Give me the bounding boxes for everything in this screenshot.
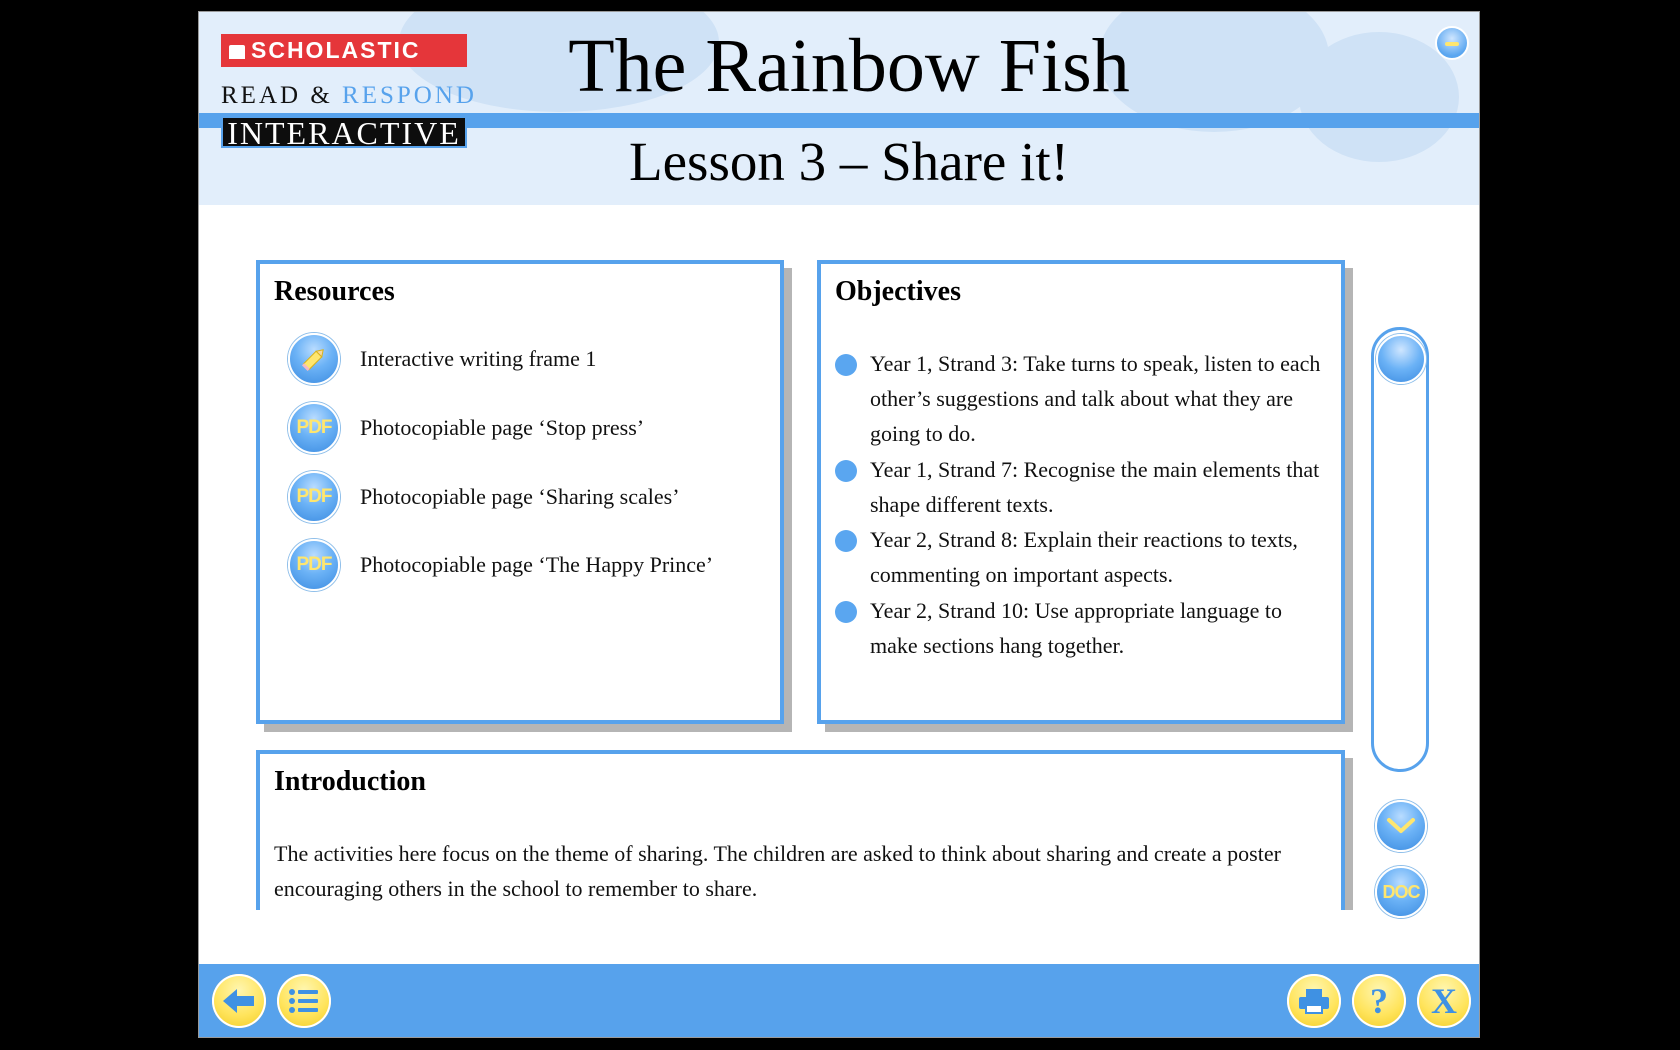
bullet-icon	[835, 530, 857, 552]
chevron-down-icon	[1386, 816, 1416, 836]
resource-item-stop-press[interactable]	[288, 401, 644, 455]
objective-text: Year 1, Strand 3: Take turns to speak, listen to each other’s suggestions and talk about what they are going to do.	[870, 351, 1321, 446]
brand-read: READ	[221, 82, 302, 109]
pdf-icon[interactable]: PDF	[288, 471, 340, 523]
objective-text: Year 2, Strand 8: Explain their reactions to texts, commenting on important aspects.	[870, 527, 1298, 587]
printer-icon	[1297, 987, 1331, 1015]
brand-interactive: INTERACTIVE	[221, 116, 467, 148]
scrollbar-track[interactable]	[1371, 327, 1429, 772]
resource-label[interactable]: Photocopiable page ‘The Happy Prince’	[360, 552, 714, 577]
back-button[interactable]	[212, 974, 266, 1028]
app-window	[198, 11, 1480, 1038]
resource-item-happy-prince[interactable]	[288, 538, 713, 592]
bullet-icon	[835, 354, 857, 376]
bullet-icon	[835, 460, 857, 482]
objective-item	[835, 350, 1325, 451]
exit-button[interactable]: X	[1417, 974, 1471, 1028]
objective-item	[835, 526, 1325, 592]
book-icon	[229, 45, 245, 59]
brand-respond: RESPOND	[342, 82, 477, 109]
menu-button[interactable]	[277, 974, 331, 1028]
lesson-title: Lesson 3 – Share it!	[629, 131, 1069, 192]
scrollbar-thumb[interactable]	[1376, 334, 1426, 384]
introduction-text: The activities here focus on the theme of sharing. The children are asked to think about sharing and create a poster encouraging others in the school to remember to share.	[274, 841, 1281, 901]
arrow-left-icon	[221, 986, 257, 1016]
objective-item	[835, 597, 1325, 663]
resources-title: Resources	[274, 276, 395, 307]
objectives-panel	[817, 260, 1345, 724]
header-decoration	[1299, 32, 1459, 162]
objective-text: Year 2, Strand 10: Use appropriate language to make sections hang together.	[870, 598, 1282, 658]
resource-label[interactable]: Photocopiable page ‘Stop press’	[360, 415, 645, 440]
introduction-title: Introduction	[274, 766, 426, 797]
pdf-icon[interactable]: PDF	[288, 402, 340, 454]
footer-toolbar	[199, 964, 1479, 1038]
objectives-title: Objectives	[835, 276, 961, 307]
pdf-icon[interactable]: PDF	[288, 539, 340, 591]
publisher-name: SCHOLASTIC	[251, 37, 421, 63]
scroll-down-button[interactable]	[1375, 800, 1427, 852]
resource-item-writing-frame[interactable]	[288, 332, 596, 386]
help-button[interactable]: ?	[1352, 974, 1406, 1028]
brand-read-respond	[221, 82, 477, 110]
header	[199, 12, 1479, 205]
doc-button[interactable]: DOC	[1375, 866, 1427, 918]
resource-item-sharing-scales[interactable]	[288, 470, 680, 524]
minimize-button[interactable]	[1435, 26, 1469, 60]
objective-text: Year 1, Strand 7: Recognise the main elements that shape different texts.	[870, 457, 1320, 517]
pencil-icon[interactable]	[288, 333, 340, 385]
brand-amp: &	[310, 82, 333, 109]
resource-label[interactable]: Photocopiable page ‘Sharing scales’	[360, 484, 680, 509]
book-title: The Rainbow Fish	[568, 24, 1130, 108]
scholastic-logo	[221, 34, 467, 67]
objective-item	[835, 456, 1325, 522]
bullet-icon	[835, 601, 857, 623]
print-button[interactable]	[1287, 974, 1341, 1028]
resource-label[interactable]: Interactive writing frame 1	[360, 346, 597, 371]
resources-panel	[256, 260, 784, 724]
list-icon	[288, 987, 320, 1015]
